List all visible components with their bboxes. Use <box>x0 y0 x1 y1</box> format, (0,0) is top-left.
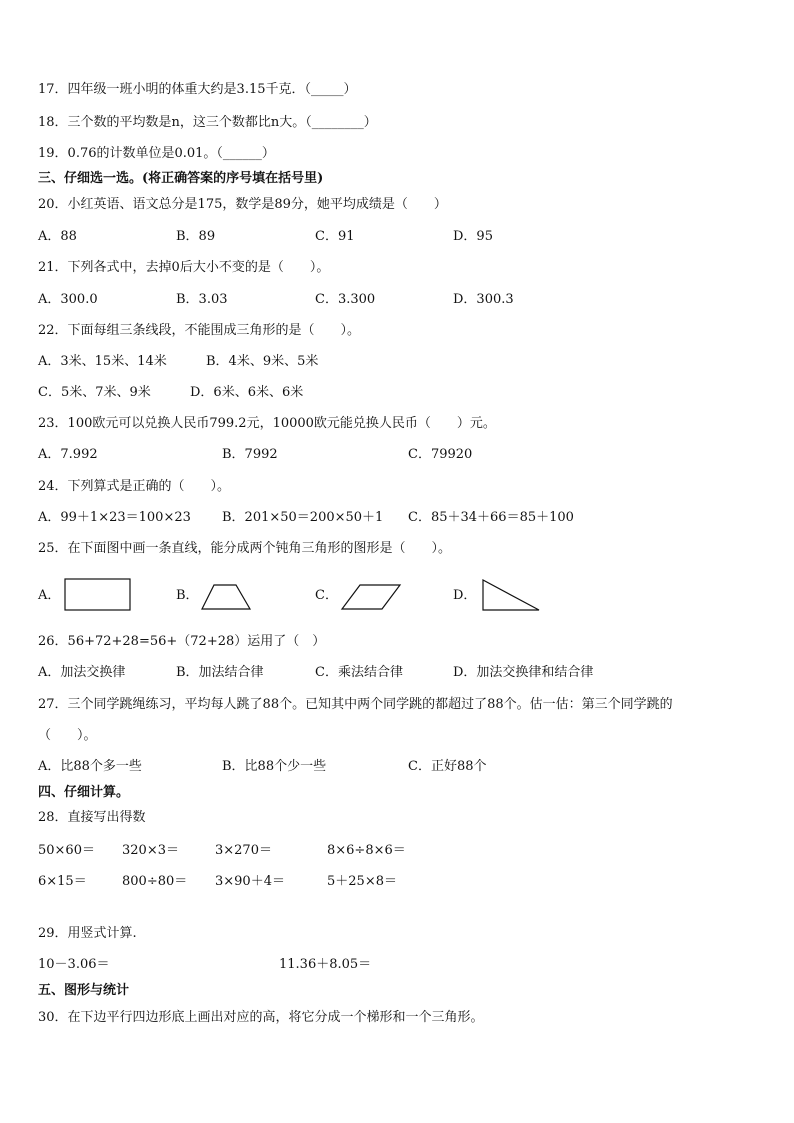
q22-option-b: B．4米、9米、5米 <box>206 354 319 369</box>
question-27-stem: 27．三个同学跳绳练习，平均每人跳了88个。已知其中两个同学跳的都超过了88个。估一估：第三个同学跳的 <box>38 697 673 712</box>
parallelogram-icon <box>340 583 402 611</box>
q21-option-b: B．3.03 <box>176 292 228 307</box>
calc-item: 8×6÷8×6＝ <box>327 843 406 858</box>
calc-item: 3×90＋4＝ <box>215 874 285 889</box>
rectangle-icon <box>63 577 133 613</box>
q27-option-c: C．正好88个 <box>408 759 487 774</box>
q27-option-b: B．比88个少一些 <box>222 759 327 774</box>
q21-option-d: D．300.3 <box>453 292 514 307</box>
q24-option-b: B．201×50＝200×50＋1 <box>222 510 384 525</box>
vertical-calc-item: 11.36＋8.05＝ <box>279 957 372 972</box>
calc-item: 5＋25×8＝ <box>327 874 397 889</box>
question-21-stem: 21．下列各式中，去掉0后大小不变的是（ ）。 <box>38 260 330 275</box>
question-19: 19．0.76的计数单位是0.01。（______） <box>38 146 275 161</box>
section-4-heading: 四、仔细计算。 <box>38 785 130 800</box>
q25-option-d: D． <box>453 588 477 603</box>
right-triangle-icon <box>480 577 542 613</box>
section-5-heading: 五、图形与统计 <box>38 983 130 998</box>
question-29-stem: 29．用竖式计算. <box>38 926 137 941</box>
q22-option-c: C．5米、7米、9米 <box>38 385 151 400</box>
q20-option-a: A．88 <box>38 229 77 244</box>
q23-option-b: B．7992 <box>222 447 278 462</box>
question-17: 17．四年级一班小明的体重大约是3.15千克．（_____） <box>38 82 357 97</box>
trapezoid-icon <box>200 583 252 611</box>
calc-item: 800÷80＝ <box>122 874 188 889</box>
question-23-stem: 23．100欧元可以兑换人民币799.2元，10000欧元能兑换人民币（ ）元。 <box>38 416 496 431</box>
q25-option-a: A． <box>38 588 61 603</box>
q20-option-d: D．95 <box>453 229 493 244</box>
q26-option-a: A．加法交换律 <box>38 665 126 680</box>
question-30-stem: 30．在下边平行四边形底上画出对应的高，将它分成一个梯形和一个三角形。 <box>38 1010 484 1025</box>
calc-item: 320×3＝ <box>122 843 179 858</box>
calc-item: 50×60＝ <box>38 843 95 858</box>
calc-item: 6×15＝ <box>38 874 87 889</box>
question-28-stem: 28．直接写出得数 <box>38 810 146 825</box>
question-22-stem: 22．下面每组三条线段，不能围成三角形的是（ ）。 <box>38 323 361 338</box>
q22-option-d: D．6米、6米、6米 <box>190 385 304 400</box>
q21-option-c: C．3.300 <box>315 292 376 307</box>
question-26-stem: 26．56+72+28=56+（72+28）运用了（ ） <box>38 634 326 649</box>
q20-option-b: B．89 <box>176 229 216 244</box>
q25-option-c: C． <box>315 588 338 603</box>
q21-option-a: A．300.0 <box>38 292 98 307</box>
q24-option-c: C．85＋34＋66＝85＋100 <box>408 510 574 525</box>
q25-option-b: B． <box>176 588 199 603</box>
q26-option-b: B．加法结合律 <box>176 665 264 680</box>
q22-option-a: A．3米、15米、14米 <box>38 354 167 369</box>
question-20-stem: 20．小红英语、语文总分是175，数学是89分，她平均成绩是（ ） <box>38 197 447 212</box>
q23-option-c: C．79920 <box>408 447 473 462</box>
q26-option-d: D．加法交换律和结合律 <box>453 665 594 680</box>
question-27-stem-cont: （ ）。 <box>38 728 97 743</box>
calc-item: 3×270＝ <box>215 843 272 858</box>
q24-option-a: A．99＋1×23＝100×23 <box>38 510 191 525</box>
question-24-stem: 24．下列算式是正确的（ ）。 <box>38 479 231 494</box>
question-18: 18．三个数的平均数是n，这三个数都比n大。（________） <box>38 115 377 130</box>
q26-option-c: C．乘法结合律 <box>315 665 403 680</box>
question-25-stem: 25．在下面图中画一条直线，能分成两个钝角三角形的图形是（ ）。 <box>38 541 452 556</box>
q20-option-c: C．91 <box>315 229 355 244</box>
q27-option-a: A．比88个多一些 <box>38 759 142 774</box>
vertical-calc-item: 10－3.06＝ <box>38 957 110 972</box>
q23-option-a: A．7.992 <box>38 447 98 462</box>
section-3-heading: 三、仔细选一选。(将正确答案的序号填在括号里) <box>38 171 324 186</box>
